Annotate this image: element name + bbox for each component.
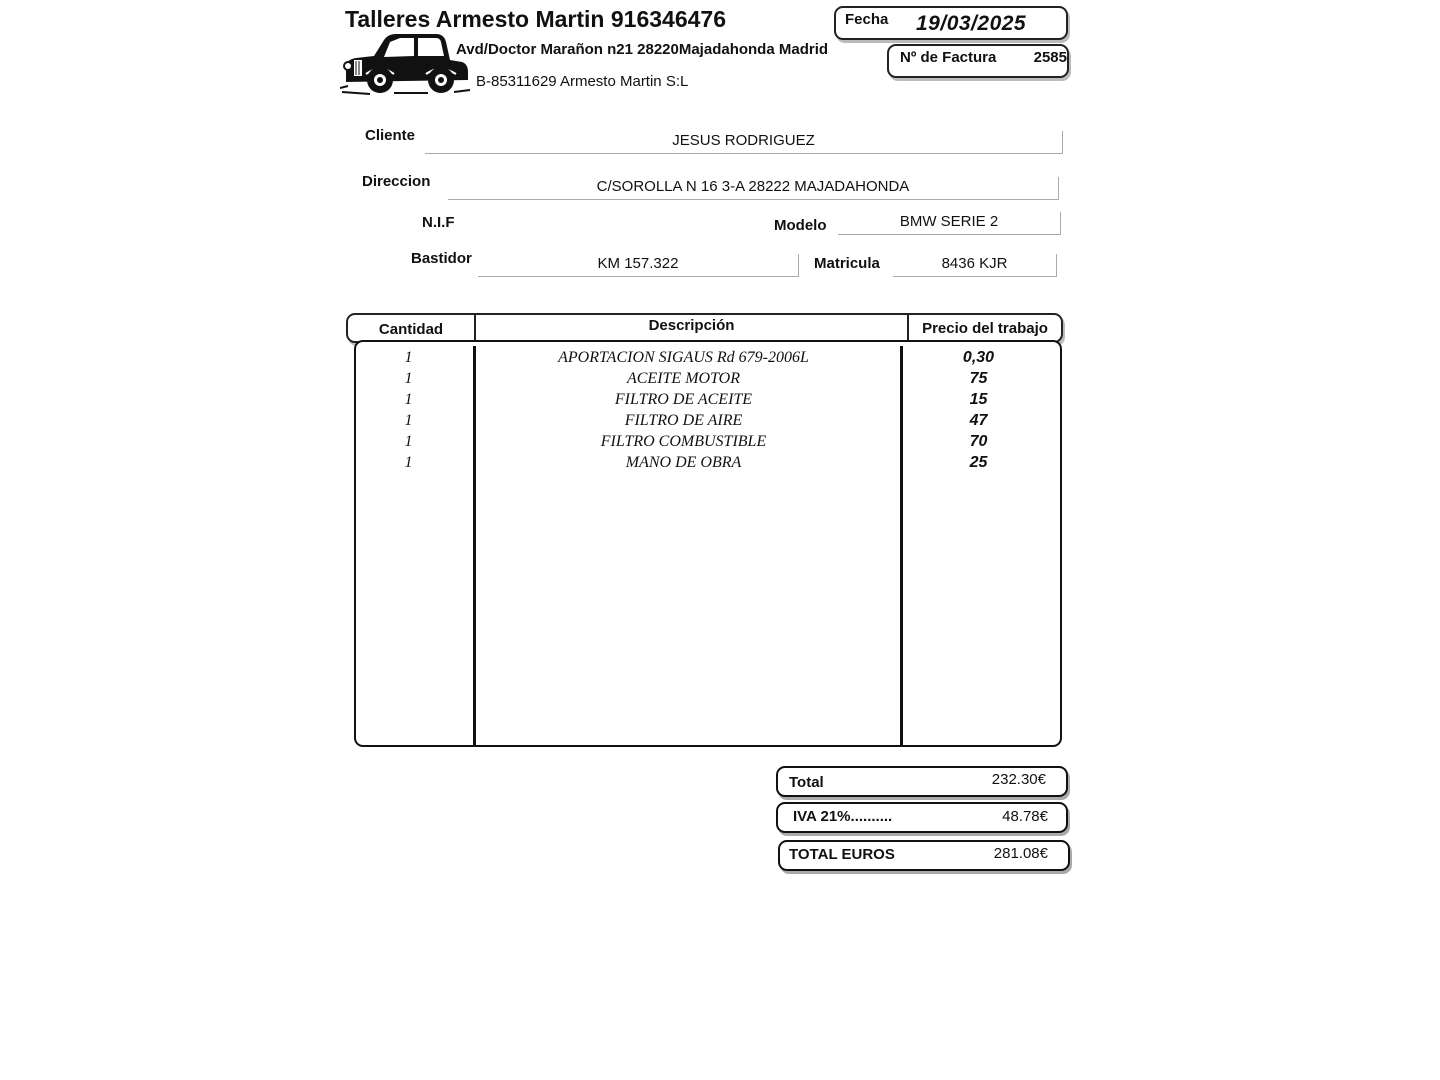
total-euros-box: [778, 840, 1070, 871]
header-precio: Precio del trabajo: [922, 320, 1048, 337]
row-quantity: 1: [404, 454, 413, 471]
factura-box: [887, 44, 1069, 78]
direccion-label: Direccion: [362, 173, 431, 190]
total-euros-value: 281.08€: [993, 845, 1048, 862]
nif-label: N.I.F: [422, 214, 455, 231]
total-value: 232.30€: [991, 771, 1046, 788]
vintage-car-icon: [340, 30, 472, 98]
header-descripcion: Descripción: [648, 317, 735, 334]
modelo-field: BMW SERIE 2: [838, 212, 1061, 235]
header-cantidad: Cantidad: [378, 321, 444, 338]
table-row: [356, 431, 1060, 452]
row-quantity: 1: [404, 433, 413, 450]
fecha-value: 19/03/2025: [916, 12, 1027, 35]
factura-label: Nº de Factura: [900, 49, 997, 66]
company-name: Talleres Armesto Martin 916346476: [345, 6, 726, 32]
row-description: APORTACION SIGAUS Rd 679-2006L: [558, 349, 809, 366]
cliente-field: JESUS RODRIGUEZ: [425, 131, 1063, 154]
bastidor-label: Bastidor: [411, 250, 472, 267]
row-description: FILTRO DE ACEITE: [614, 391, 753, 408]
row-price: 15: [969, 391, 988, 408]
row-price: 25: [969, 454, 988, 471]
fecha-label: Fecha: [845, 11, 889, 28]
total-label: Total: [789, 774, 824, 791]
row-price: 0,30: [962, 349, 995, 366]
bastidor-field: KM 157.322: [478, 254, 799, 277]
row-price: 47: [969, 412, 988, 429]
table-row: [356, 347, 1060, 368]
row-quantity: 1: [404, 412, 413, 429]
factura-number: 2585: [1033, 49, 1067, 66]
table-row: [356, 410, 1060, 431]
nif-field: [470, 213, 710, 235]
row-description: FILTRO DE AIRE: [624, 412, 743, 429]
matricula-field: 8436 KJR: [893, 254, 1057, 277]
modelo-label: Modelo: [774, 217, 827, 234]
row-price: 75: [969, 370, 988, 387]
row-description: MANO DE OBRA: [625, 454, 742, 471]
line-items: [356, 347, 1060, 473]
row-quantity: 1: [404, 391, 413, 408]
row-quantity: 1: [404, 349, 413, 366]
cliente-label: Cliente: [365, 127, 416, 144]
company-cif: B-85311629 Armesto Martin S:L: [476, 73, 689, 90]
fecha-box: [834, 6, 1068, 40]
row-quantity: 1: [404, 370, 413, 387]
iva-value: 48.78€: [1002, 808, 1048, 825]
iva-label: IVA 21%..........: [793, 808, 893, 825]
table-row: [356, 452, 1060, 473]
row-description: FILTRO COMBUSTIBLE: [600, 433, 767, 450]
table-row: [356, 389, 1060, 410]
table-header: [346, 313, 1063, 343]
matricula-label: Matricula: [814, 255, 880, 272]
company-address: Avd/Doctor Marañon n21 28220Majadahonda Madrid: [456, 41, 829, 58]
row-price: 70: [969, 433, 988, 450]
direccion-field: C/SOROLLA N 16 3-A 28222 MAJADAHONDA: [448, 177, 1059, 200]
iva-box: [776, 802, 1068, 833]
table-body: [354, 340, 1062, 747]
total-euros-label: TOTAL EUROS: [789, 846, 895, 863]
row-description: ACEITE MOTOR: [626, 370, 741, 387]
table-row: [356, 368, 1060, 389]
total-box: [776, 766, 1068, 797]
